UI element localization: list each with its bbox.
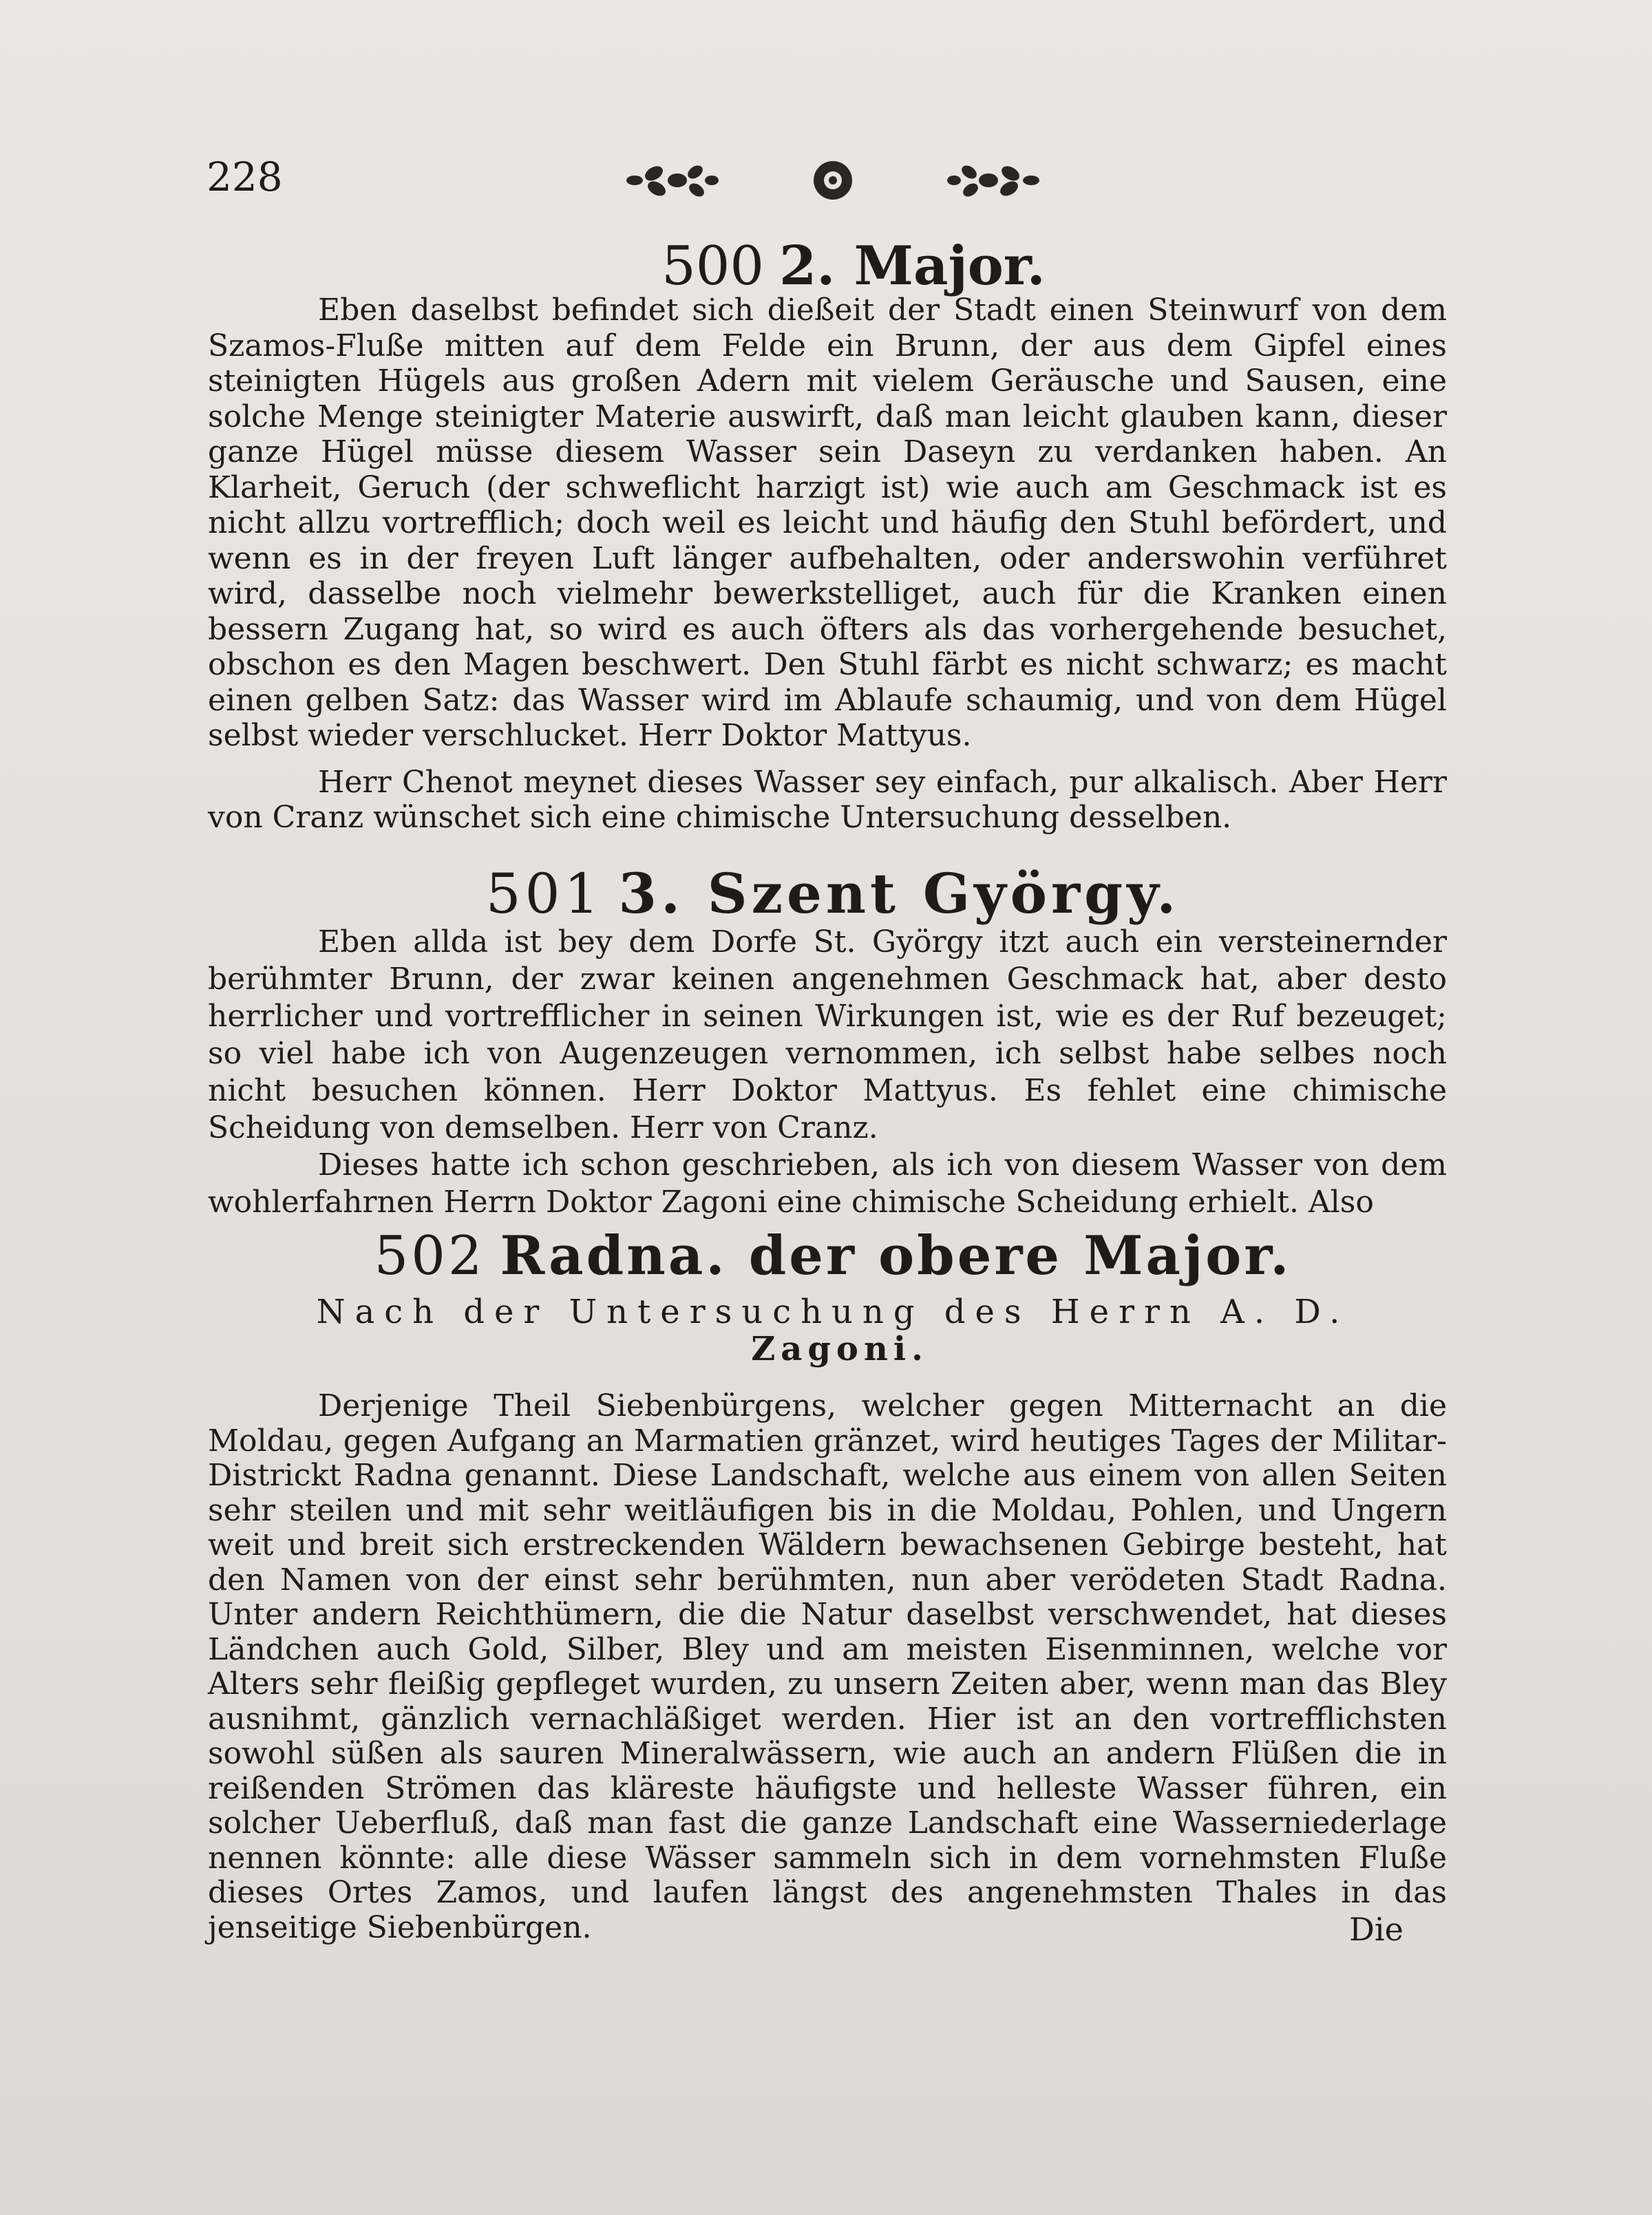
section-subheading: Nach der Untersuchung des Herrn A. D.: [316, 1293, 1350, 1331]
paragraph: Eben allda ist bey dem Dorfe St. György itzt auch ein versteinernder berühmter Brunn, der zwar keinen angenehmen Geschmack hat, aber desto herrlicher und vortrefflicher in seinen Wirkungen ist, wie es der Ruf bezeuget; so viel habe ich von Augenzeugen vernommen, ich selbst habe selbes noch nicht besuchen können. Herr Doktor Mattyus. Es fehlet eine chimische Scheidung von demselben. Herr von Cranz.: [208, 924, 1447, 1145]
catchword: Die: [1349, 1911, 1404, 1948]
paragraph: Dieses hatte ich schon geschrieben, als ich von diesem Wasser von dem wohlerfahrnen Herrn Doktor Zagoni eine chimische Scheidung erhielt. Also: [208, 1147, 1447, 1220]
right-leaf-ornament-icon: [947, 163, 1039, 200]
fleuron-ornament-icon: [626, 153, 1039, 208]
page-number: 228: [206, 153, 283, 200]
paragraph: Derjenige Theil Siebenbürgens, welcher gegen Mitternacht an die Moldau, gegen Aufgang an Marmatien gränzet, wird heutiges Tages der Militar-Districkt Radna genannt. Diese Landschaft, welche aus einem von allen Seiten sehr steilen und mit sehr weitläufigen bis in die Moldau, Pohlen, und Ungern weit und breit sich erstreckenden Wäldern bewachsenen Gebirge besteht, hat den Namen von der einst sehr berühmten, nun aber verödeten Stadt Radna. Unter andern Reichthümern, die die Natur daselbst verschwendet, hat dieses Ländchen auch Gold, Silber, Bley und am meisten Eisenminnen, welche vor Alters sehr fleißig gepfleget wurden, zu unsern Zeiten aber, wenn man das Bley ausnihmt, gänzlich vernachläßiget werden. Hier ist an den vortrefflichsten sowohl süßen als sauren Mineralwässern, wie auch an andern Flüßen die in reißenden Strömen das kläreste häufigste und helleste Wasser führen, ein solcher Ueberfluß, daß man fast die ganze Landschaft eine Wasserniederlage nennen könnte: alle diese Wässer sammeln sich in dem vornehmsten Fluße dieses Ortes Zamos, und laufen längst des angenehmsten Thales in das jenseitige Siebenbürgen.: [208, 1388, 1447, 1945]
section-body-500: [208, 293, 1447, 836]
section-body-502: [208, 1388, 1447, 1948]
section-heading-501: [0, 861, 1652, 926]
paragraph: Eben daselbst befindet sich dießeit der Stadt einen Steinwurf von dem Szamos-Fluße mitten auf dem Felde ein Brunn, der aus dem Gipfel eines steinigten Hügels aus großen Adern mit vielem Geräusche und Sausen, eine solche Menge steinigter Materie auswirft, daß man leicht glauben kann, dieser ganze Hügel müsse diesem Wasser sein Daseyn zu verdanken haben. An Klarheit, Geruch (der schweflicht harzigt ist) wie auch am Geschmack ist es nicht allzu vortrefflich; doch weil es leicht und häufig den Stuhl befördert, und wenn es in der freyen Luft länger aufbehalten, oder anderswohin verführet wird, dasselbe noch vielmehr bewerkstelliget, auch für die Kranken einen bessern Zugang hat, so wird es auch öfters als das vorhergehende besuchet, obschon es den Magen beschwert. Den Stuhl färbt es nicht schwarz; es macht einen gelben Satz: das Wasser wird im Ablaufe schaumig, und von dem Hügel selbst wieder verschlucket. Herr Doktor Mattyus.: [208, 293, 1447, 753]
left-leaf-ornament-icon: [626, 163, 719, 200]
section-number: 500: [661, 235, 765, 297]
section-body-501: [208, 924, 1447, 1221]
section-title: Radna. der obere Major.: [500, 1225, 1292, 1287]
center-rosette-icon: [814, 161, 852, 200]
section-heading-500: [0, 235, 1652, 297]
section-subheading-name: Zagoni.: [751, 1330, 929, 1368]
section-title: 3. Szent György.: [618, 861, 1180, 926]
paragraph: Herr Chenot meynet dieses Wasser sey einfach, pur alkalisch. Aber Herr von Cranz wünschet sich eine chimische Untersuchung desselben.: [208, 764, 1447, 835]
section-number: 502: [374, 1225, 485, 1287]
section-title: 2. Major.: [779, 235, 1046, 297]
section-number: 501: [485, 862, 604, 926]
section-heading-502: [0, 1225, 1652, 1287]
